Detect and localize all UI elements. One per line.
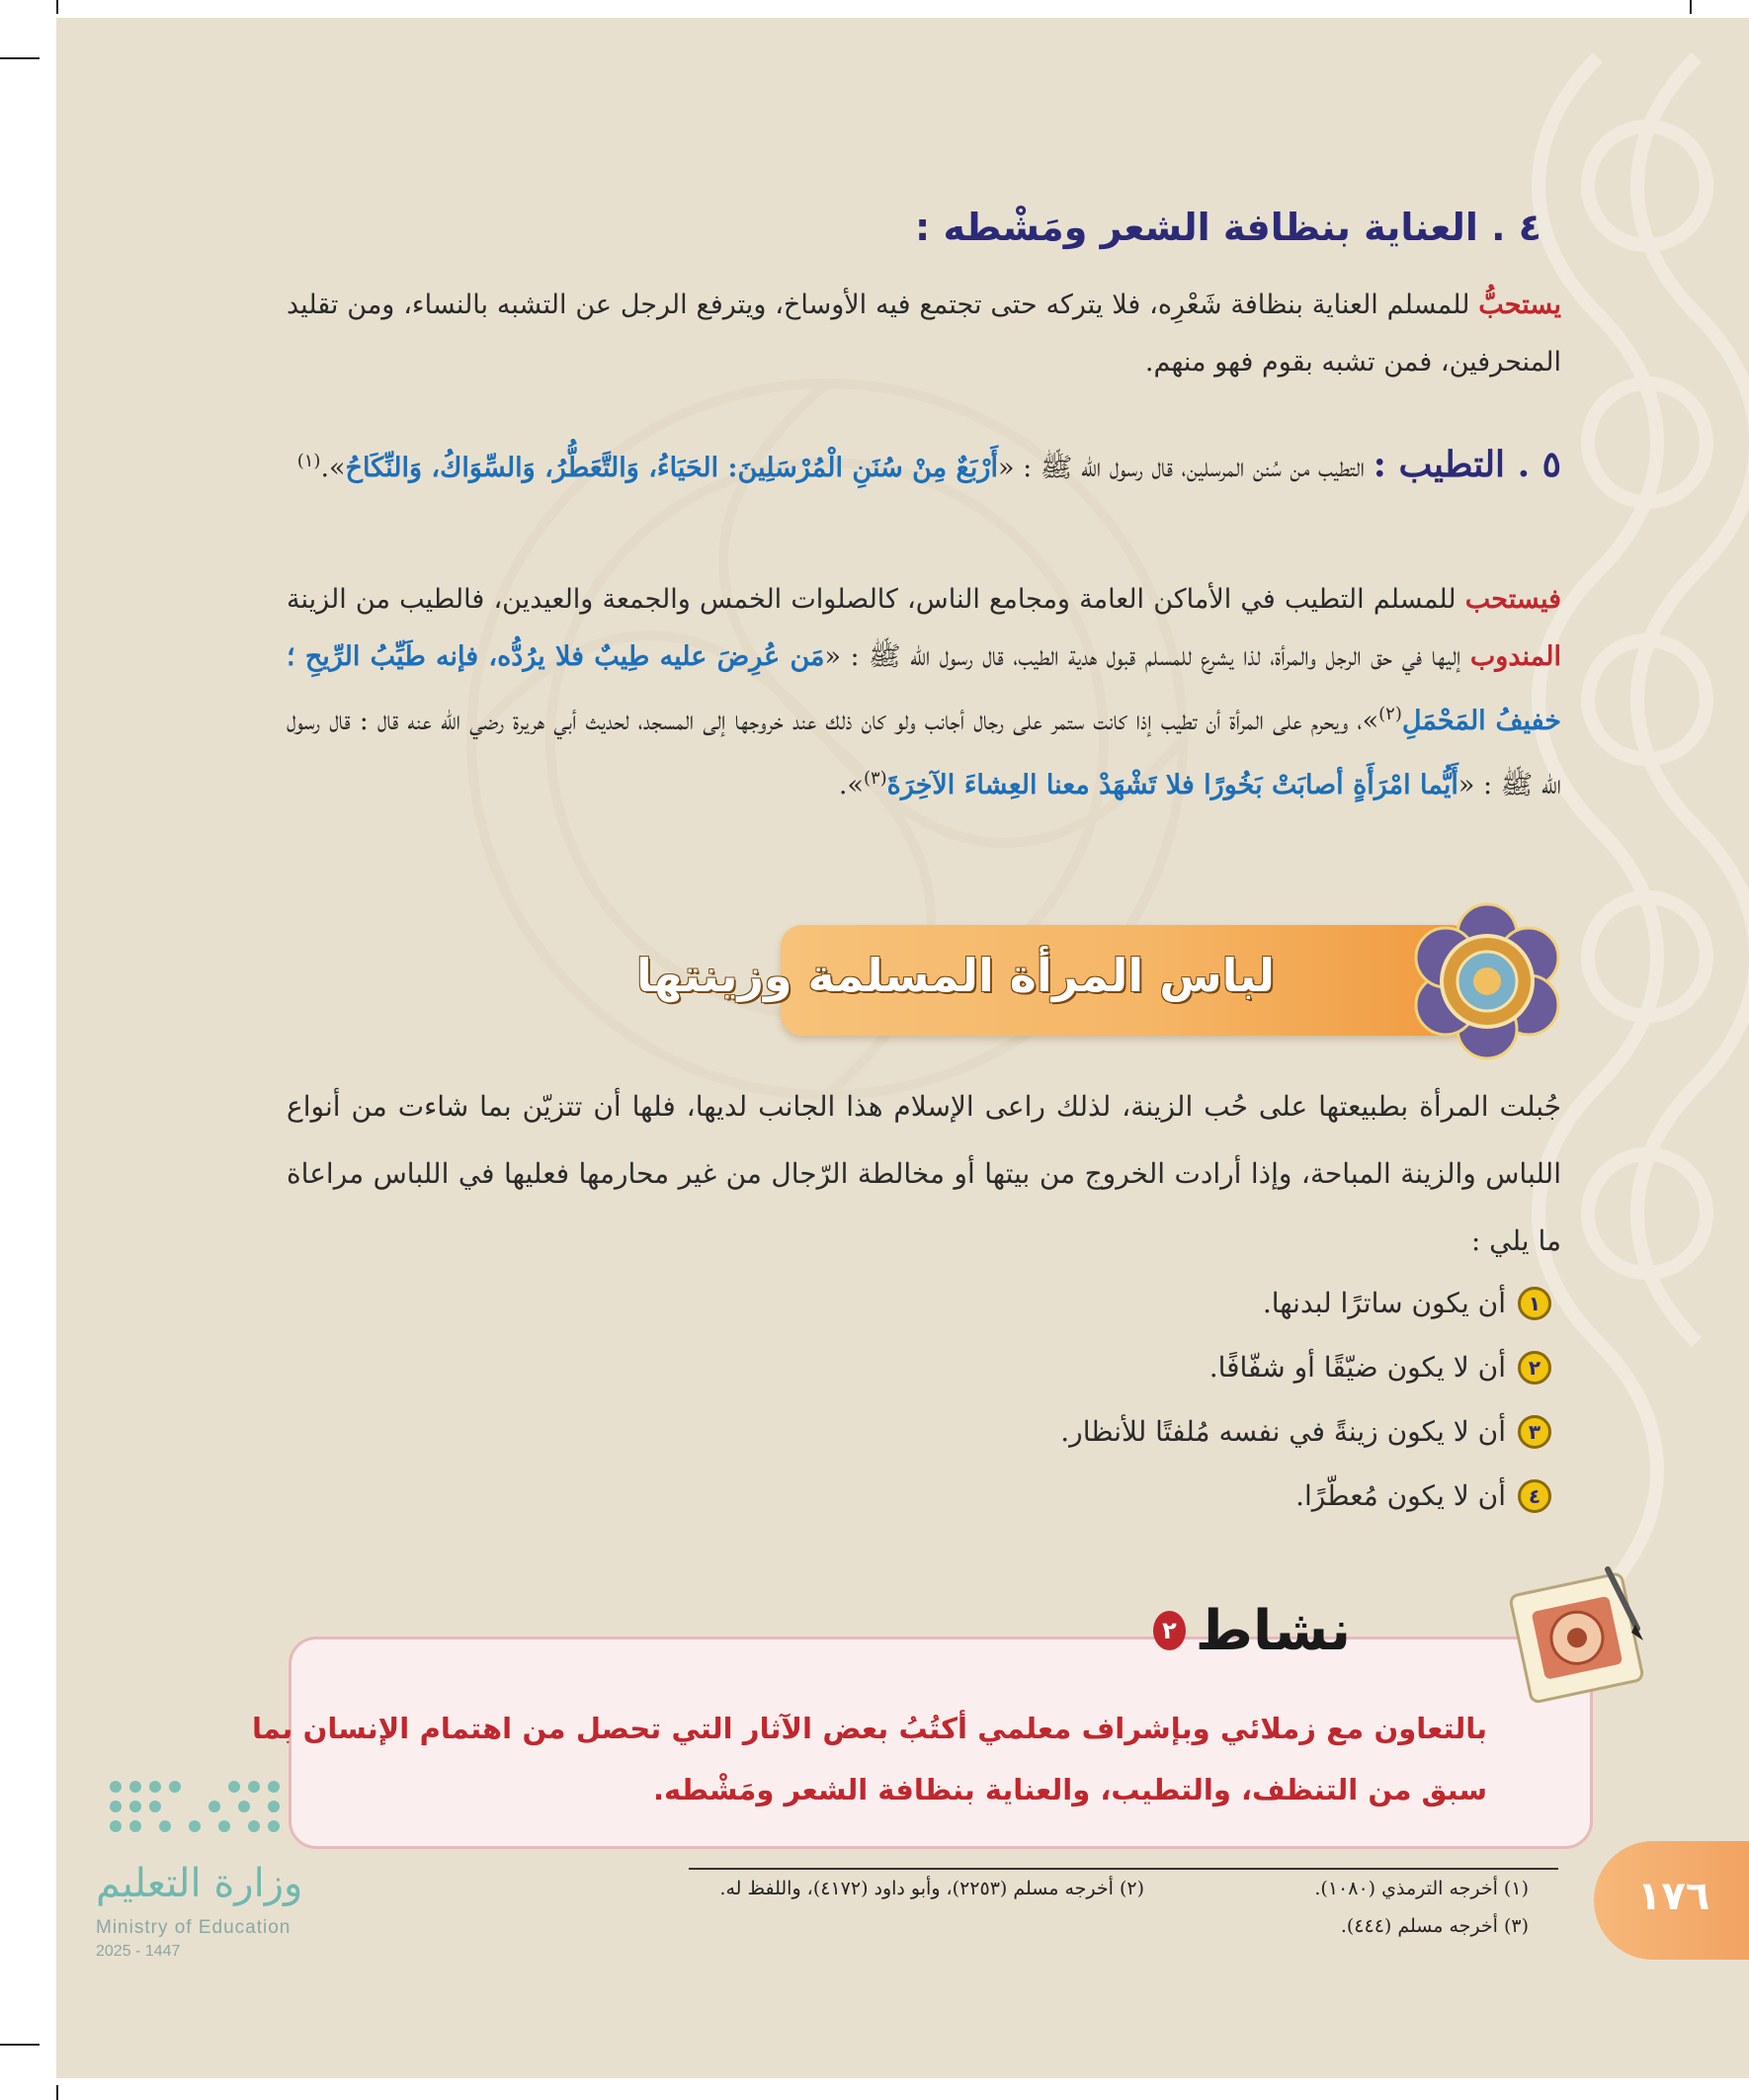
footnote-ref-1: (١) (296, 451, 321, 471)
perfume-text-2: إليها في حق الرجل والمرأة، لذا يشرع للمسلم قبول هدية الطيب، قال رسول الله ﷺ : « (824, 641, 1470, 672)
crop-mark (0, 2044, 40, 2046)
perfume-text-3: »، ويحرم على المرأة أن تطيب إذا كانت ستمر على رجال أجانب ولو كان ذلك عند خروجها إلى المسجد، لحديث أبي هريرة رضي الله عنه قال : قال رسول الله ﷺ : « (287, 706, 1561, 800)
perfume-hadith-2: أَيُّما امْرَأَةٍ أصابَتْ بَخُورًا فلا تَشْهَدْ معنا العِشاءَ الآخِرَةَ (886, 770, 1458, 800)
footnote-divider (689, 1868, 1558, 1870)
section4-lead: يستحبُّ (1478, 290, 1561, 320)
number-badge: ٤ (1518, 1479, 1551, 1513)
list-item (662, 1399, 1551, 1464)
page-number: ١٧٦ (1637, 1874, 1710, 1919)
list-item (662, 1335, 1551, 1399)
section5-lead: ٥ . التطيب : (1373, 444, 1561, 485)
ministry-year: 2025 - 1447 (96, 1943, 181, 1960)
number-badge: ١ (1518, 1287, 1551, 1320)
crop-mark (56, 2085, 58, 2100)
perfume-end: ». (838, 770, 864, 800)
ministry-name-arabic: وزارة التعليم (96, 1861, 303, 1906)
list-item-text: أن لا يكون زينةً في نفسه مُلفتًا للأنظار. (1060, 1415, 1506, 1448)
perfume-lead: فيستحب (1464, 584, 1561, 615)
list-item (662, 1271, 1551, 1335)
list-item-text: أن لا يكون ضيّقًا أو شفّافًا. (1208, 1351, 1506, 1384)
activity-text: بالتعاون مع زملائي وبإشراف معلمي أكتُبُ بعض الآثار التي تحصل من اهتمام الإنسان بما سبق من التنظف، والتطيب، والعناية بنظافة الشعر ومَشْطه. (252, 1712, 1487, 1806)
section5-text: التطيب من سُنن المرسلين، قال رسول الله ﷺ : « (997, 453, 1374, 483)
clothing-conditions-list (662, 1271, 1551, 1528)
banner-title: لباس المرأة المسلمة وزينتها (636, 949, 1275, 1002)
section5-hadith: أَرْبَعٌ مِنْ سُنَنِ الْمُرْسَلِينَ: الحَيَاءُ، وَالتَّعَطُّرُ، وَالسِّوَاكُ، وَالنِّكَاحُ (345, 453, 998, 483)
section5-end: ». (320, 453, 346, 483)
activity-number: ٢ (1153, 1611, 1186, 1650)
activity-title-text: نشاط (1195, 1598, 1351, 1663)
perfume-text-1: للمسلم التطيب في الأماكن العامة ومجامع الناس، كالصلوات الخمس والجمعة والعيدين، فالطيب من الزينة (287, 584, 1465, 615)
activity-title (1153, 1591, 1351, 1670)
clothing-intro: جُبلت المرأة بطبيعتها على حُب الزينة، لذلك راعى الإسلام هذا الجانب لديها، فلها أن تتزيّن بما شاءت من أنواع اللباس والزينة المباحة، وإذا أرادت الخروج من بيتها أو مخالطة الرّجال من غير محارمها فعليها في اللباس مراعاة ما يلي : (287, 1090, 1561, 1257)
ministry-name-english: Ministry of Education (96, 1917, 292, 1938)
crop-mark (56, 0, 58, 14)
section4-text: للمسلم العناية بنظافة شَعْرِه، فلا يتركه حتى تجتمع فيه الأوساخ، ويترفع الرجل عن التشبه بالنساء، ومن تقليد المنحرفين، فمن تشبه بقوم فهو منهم. (287, 290, 1561, 378)
perfume-red-word: المندوب (1469, 641, 1561, 672)
ministry-logo-icon (96, 1767, 293, 1866)
list-item-text: أن لا يكون مُعطّرًا. (1295, 1479, 1506, 1512)
footnote-ref-2: (٢) (1378, 704, 1402, 724)
list-item (662, 1464, 1551, 1528)
number-badge: ٣ (1518, 1415, 1551, 1449)
footnote-2: (٢) أخرجه مسلم (٢٢٥٣)، وأبو داود (٤١٧٢)، واللفظ له. (719, 1878, 1144, 1899)
footnote-ref-3: (٣) (863, 768, 887, 789)
footnote-3: (٣) أخرجه مسلم (٤٤٤). (1340, 1915, 1529, 1937)
crop-mark (0, 57, 40, 59)
number-badge: ٢ (1518, 1351, 1551, 1385)
section4-heading: ٤ . العناية بنظافة الشعر ومَشْطه : (915, 206, 1541, 249)
footnote-1: (١) أخرجه الترمذي (١٠٨٠). (1314, 1878, 1529, 1899)
notepad-pen-icon (1489, 1559, 1657, 1708)
perfume-hadith-1: مَن عُرِضَ عليه طِيبٌ فلا يرُدُّه، فإنه طَيِّبُ الرِّيحِ ؛ خفيفُ المَحْمَلِ (287, 641, 1561, 736)
page (56, 18, 1749, 2078)
crop-mark (1690, 0, 1692, 14)
list-item-text: أن يكون ساترًا لبدنها. (1262, 1287, 1506, 1319)
